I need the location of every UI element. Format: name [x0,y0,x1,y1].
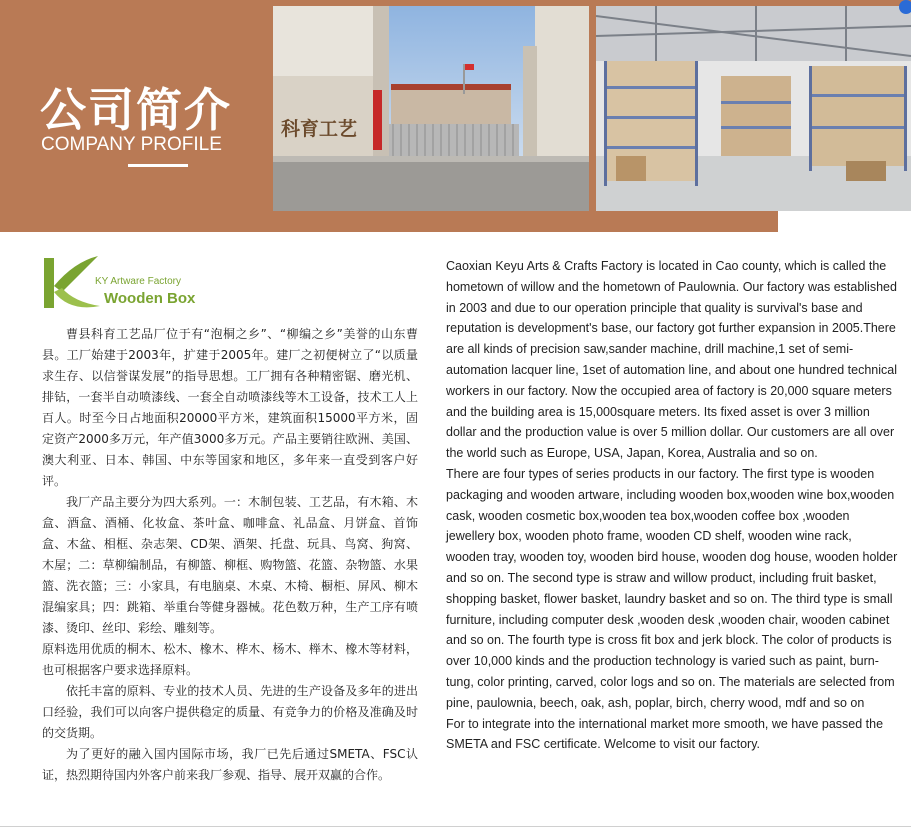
chinese-paragraph-2: 我厂产品主要分为四大系列。一：木制包装、工艺品，有木箱、木盒、酒盒、酒桶、化妆盒、茶叶盒、咖啡盒、礼品盒、月饼盒、首饰盒、木盆、相框、杂志架、CD架、酒架、托盘、玩具、鸟窝、狗窝、木屋；二：草柳编制品，有柳篮、柳框、购物篮、花篮、杂物篮、水果篮、洗衣篮；三：小家具，有电脑桌、木桌、木椅、橱柜、屏风、柳木混编家具；四：跳箱、举重台等健身器械。花色数万种，生产工序有喷漆、烫印、丝印、彩绘、雕刻等。 [42,495,418,635]
page-title-english: COMPANY PROFILE [41,134,222,155]
logo-line-1: KY Artware Factory [95,276,181,287]
chinese-paragraph-4: 依托丰富的原料、专业的技术人员、先进的生产设备及多年的进出口经验，我们可以向客户提供稳定的质量、有竞争力的价格及准确及时的交货期。 [42,684,418,740]
corner-badge [899,0,911,14]
chinese-profile-text [42,324,418,786]
english-paragraph-2: There are four types of series products in our factory. The first type is wooden packaging and wooden artware, including wooden box,wooden wine box,wooden cask, wooden cosmetic box,wooden tea box,wooden coffee box ,wooden jewellery box, wooden photo frame, wooden CD shelf, wooden wine rack, wooden tray, wooden toy, wooden bird house, wooden dog house, wooden holder and so on. The second type is straw and willow product, including fruit basket, shopping basket, flower basket, laundry basket and so on. The third type is small furniture, including computer desk ,wooden desk ,wooden chair, wooden cabinet and so on. The fourth type is cross fit box and jerk block. The color of products is over 10,000 kinds and the production technology is varied such as paint, burn-tung, color printing, carved, color logs and so on. The materials are selected from pine, paulownia, beech, oak, ash, poplar, birch, cherry wood, mdf and so on [446,466,898,710]
chinese-paragraph-1: 曹县科育工艺品厂位于有“泡桐之乡”、“柳编之乡”美誉的山东曹县。工厂始建于2003年，扩建于2005年。建厂之初便树立了“以质量求生存、以信誉谋发展”的指导思想。工厂拥有各种精密锯、磨光机、排钻，一套半自动喷漆线、一套全自动喷漆线等木工设备，技术工人上百人。时至今日占地面积20000平方米，建筑面积15000平方米，固定资产2000多万元，年产值3000多万元。产品主要销往欧洲、美国、澳大利亚、日本、韩国、中东等国家和地区，多年来一直受到客户好评。 [42,327,418,488]
factory-gate-photo [273,6,589,211]
english-paragraph-1: Caoxian Keyu Arts & Crafts Factory is located in Cao county, which is called the hometown of willow and the hometown of Paulownia. Our factory was established in 2003 and due to our operation principle that quality is survival's base and reputation is development's base, our factory got further expansion in 2005.There are all kinds of precision saw,sander machine, drill machine,1 set of semi-automation lacquer line, 1set of automation line, and about one hundred technical workers in our factory. Now the occupied area of factory is 20,000 square meters and the building area is 15,000square meters. Its fixed asset is over 3 million dollar and the production value is over 5 million dollar. Our customers are all over the world such as Europe, USA, Japan, Korea, Australia and so on. [446,259,898,461]
bottom-divider [0,826,911,827]
chinese-paragraph-3: 原料选用优质的桐木、松木、橡木、桦木、杨木、榉木、橡木等材料，也可根据客户要求选择原料。 [42,642,418,677]
gate-sign: 科育工艺 [281,118,358,140]
english-paragraph-3: For to integrate into the international market more smooth, we have passed the SMETA and FSC certificate. Welcome to visit our factory. [446,716,884,752]
chinese-paragraph-5: 为了更好的融入国内国际市场，我厂已先后通过SMETA、FSC认证，热烈期待国内外客户前来我厂参观、指导、展开双赢的合作。 [42,747,418,782]
warehouse-photo [596,6,911,211]
factory-gate-illustration [273,6,589,211]
logo-line-2: Wooden Box [104,290,196,307]
english-profile-text [446,256,898,755]
warehouse-illustration [596,6,911,211]
page-title-chinese: 公司简介 [40,83,232,137]
title-divider [128,164,188,167]
